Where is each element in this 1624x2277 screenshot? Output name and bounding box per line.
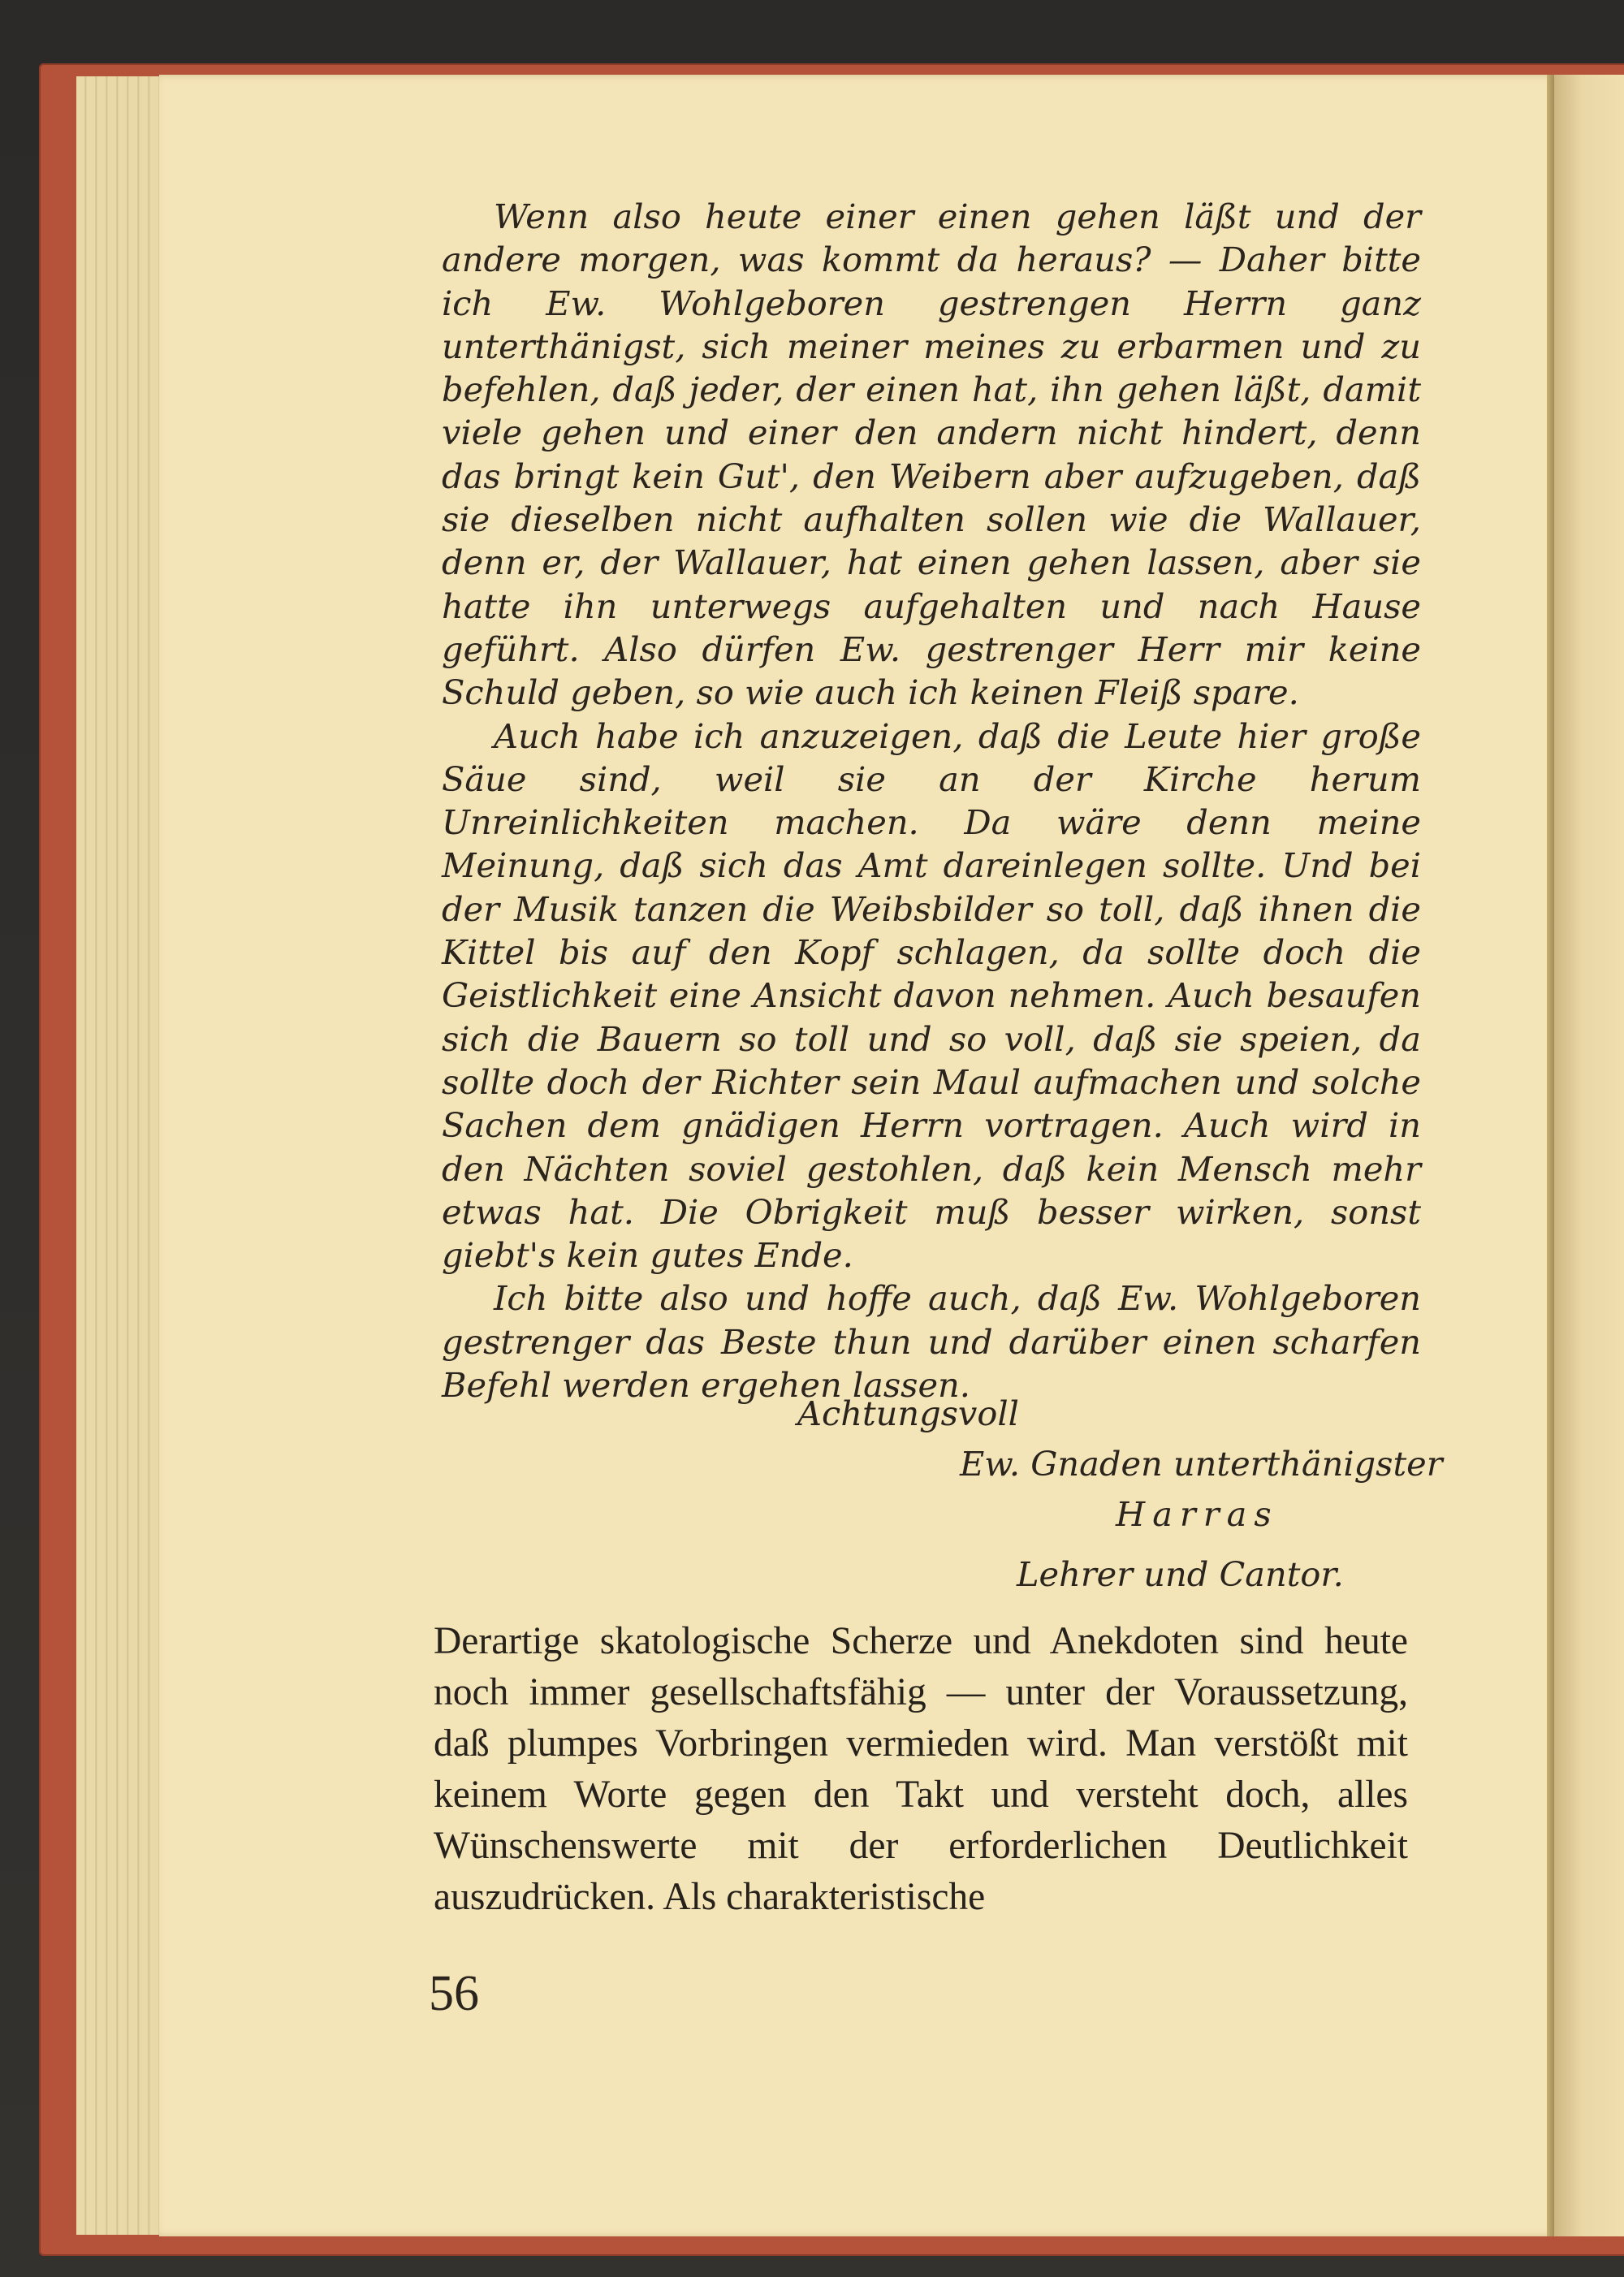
facing-page [1554,75,1624,2236]
letter-paragraph-1: Wenn also heute einer einen gehen läßt und der andere morgen, was kommt da heraus? — Daher bitte ich Ew. Wohlgeboren gestrengen Herrn ganz unterthänigst, sich meiner meines zu erbarmen und zu befehlen, daß jeder, der einen hat, ihn gehen läßt, damit viele gehen und einer den andern nicht hindert, denn das bringt kein Gut', den Weibern aber aufzugeben, daß sie dieselben nicht aufhalten sollen wie die Wallauer, denn er, der Wallauer, hat einen gehen lassen, aber sie hatte ihn unterwegs aufgehalten und nach Hause geführt. Also dürfen Ew. gestrenger Herr mir keine Schuld geben, so wie auch ich keinen Fleiß spare. [442,197,1421,713]
page-number: 56 [429,1966,479,2021]
quoted-letter [442,195,1421,1406]
letter-signatory-role: Lehrer und Cantor. [1017,1554,1344,1594]
letter-salutation: Achtungsvoll [797,1393,1019,1433]
letter-signatory-title: Ew. Gnaden unterthänigster [960,1444,1443,1484]
body-paragraph: Derartige skatologische Scherze und Anekdoten sind heute noch immer gesellschaftsfähig — unter der Voraussetzung, daß plumpes Vorbringen vermieden wird. Man verstößt mit keinem Worte gegen den Takt und versteht doch, alles Wünschenswerte mit der erforderlichen Deutlichkeit auszudrücken. Als charakteristische [434,1620,1408,1918]
letter-signatory-name: Harras [1116,1494,1279,1534]
letter-paragraph-2: Auch habe ich anzuzeigen, daß die Leute hier große Säue sind, weil sie an der Kirche herum Unreinlichkeiten machen. Da wäre denn meine Meinung, daß sich das Amt dareinlegen sollte. Und bei der Musik tanzen die Weibsbilder so toll, daß ihnen die Kittel bis auf den Kopf schlagen, da sollte doch die Geistlichkeit eine Ansicht davon nehmen. Auch besaufen sich die Bauern so toll und so voll, daß sie speien, da sollte doch der Richter sein Maul aufmachen und solche Sachen dem gnädigen Herrn vortragen. Auch wird in den Nächten soviel gestohlen, daß kein Mensch mehr etwas hat. Die Obrigkeit muß besser wirken, sonst giebt's kein gutes Ende. [442,715,1421,1276]
body-text [434,1616,1408,1923]
letter-paragraph-3: Ich bitte also und hoffe auch, daß Ew. Wohlgeboren gestrenger das Beste thun und darüber einen scharfen Befehl werden ergehen lassen. [442,1278,1421,1406]
